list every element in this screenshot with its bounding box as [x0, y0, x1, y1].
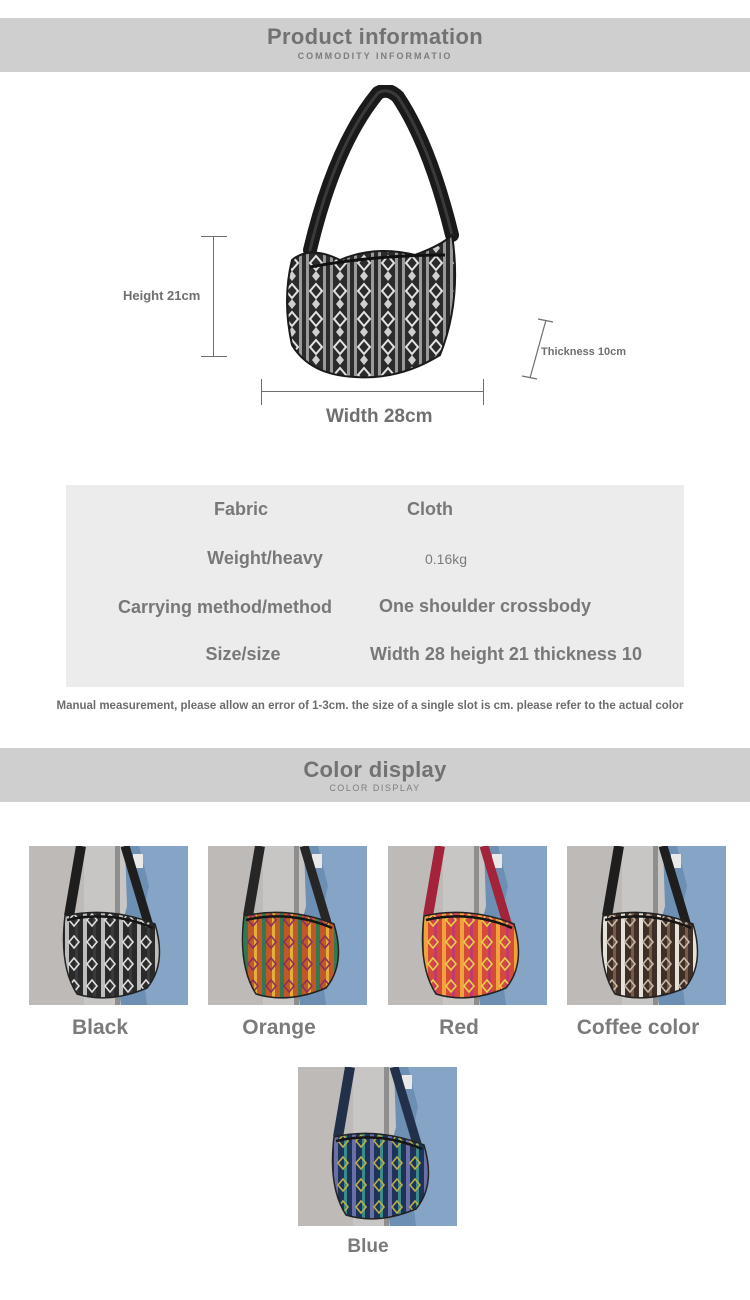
height-dimension-cap-top: [201, 236, 227, 237]
color-label-orange: Orange: [242, 1016, 316, 1039]
spec-value-size: Width 28 height 21 thickness 10: [370, 644, 642, 664]
spec-label-carrying: Carrying method/method: [117, 597, 333, 617]
product-info-subtitle: COMMODITY INFORMATIO: [297, 51, 453, 61]
spec-label-fabric: Fabric: [213, 499, 269, 519]
color-swatch-blue[interactable]: [298, 1067, 457, 1226]
color-display-subtitle: COLOR DISPLAY: [329, 783, 421, 793]
height-dimension-cap-bottom: [201, 356, 227, 357]
product-info-title: Product information: [267, 24, 483, 49]
width-dimension-cap-right: [483, 379, 484, 405]
measurement-note: Manual measurement, please allow an error of 1-3cm. the size of a single slot is cm. please refer to the actual color: [56, 700, 684, 712]
spec-value-fabric: Cloth: [407, 499, 453, 519]
spec-label-weight: Weight/heavy: [207, 548, 323, 568]
spec-table: [66, 485, 684, 687]
color-display-title: Color display: [303, 757, 447, 782]
color-swatch-red[interactable]: [388, 846, 547, 1005]
spec-label-size: Size/size: [205, 644, 281, 664]
color-swatch-orange[interactable]: [208, 846, 367, 1005]
color-swatch-coffee[interactable]: [567, 846, 726, 1005]
width-dimension-line: [261, 391, 483, 392]
height-label: Height 21cm: [123, 288, 201, 303]
spec-value-carrying: One shoulder crossbody: [378, 596, 592, 616]
width-dimension-cap-left: [261, 379, 262, 405]
product-info-banner: [0, 18, 750, 72]
height-dimension-line: [213, 237, 214, 357]
thickness-label: Thickness 10cm: [541, 346, 626, 358]
bag-illustration: [280, 85, 470, 385]
color-label-red: Red: [439, 1016, 479, 1039]
color-display-banner: [0, 748, 750, 802]
color-label-blue: Blue: [347, 1236, 389, 1257]
color-label-coffee: Coffee color: [576, 1016, 700, 1039]
color-swatch-black[interactable]: [29, 846, 188, 1005]
width-label: Width 28cm: [326, 406, 433, 427]
color-label-black: Black: [71, 1016, 129, 1039]
spec-value-weight: 0.16kg: [424, 551, 468, 567]
